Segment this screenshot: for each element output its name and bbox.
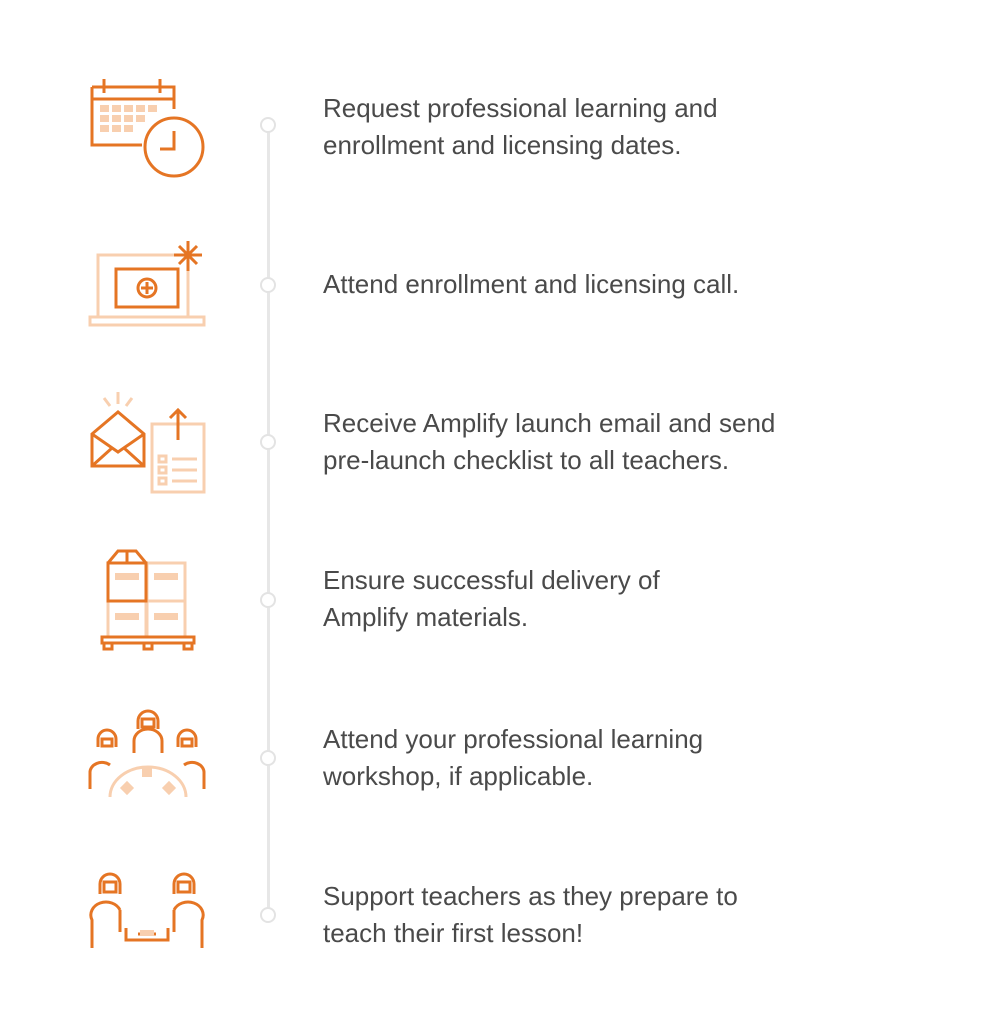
timeline-node [260,277,276,293]
boxes-pallet-icon [82,545,212,660]
calendar-clock-icon [82,75,212,190]
step-text: Ensure successful delivery of Amplify materials. [323,565,660,632]
timeline-node [260,750,276,766]
timeline-node [260,434,276,450]
timeline-step-1 [0,70,1005,200]
timeline-step-3 [0,387,1005,517]
timeline-node [260,592,276,608]
email-checklist-icon [82,390,212,505]
step-text: Request professional learning and enrollment and licensing dates. [323,93,718,160]
timeline-node [260,907,276,923]
step-text: Support teachers as they prepare to teach their first lesson! [323,881,738,948]
laptop-plus-icon [82,235,212,350]
timeline-step-4 [0,545,1005,675]
timeline-step-5 [0,705,1005,835]
teachers-collaborate-icon [82,870,212,985]
step-text: Receive Amplify launch email and send pre-launch checklist to all teachers. [323,408,776,475]
timeline-step-2 [0,230,1005,360]
step-text: Attend your professional learning workshop, if applicable. [323,724,704,791]
timeline-step-6 [0,862,1005,992]
step-text: Attend enrollment and licensing call. [323,269,740,299]
timeline-node [260,117,276,133]
workshop-group-icon [82,709,212,824]
